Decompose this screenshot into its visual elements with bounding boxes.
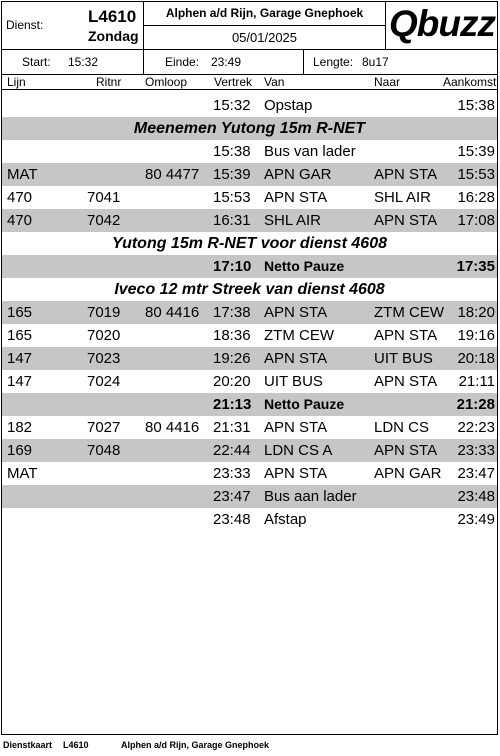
cell-aankomst: 17:08	[457, 212, 495, 229]
cell-van: APN STA	[264, 350, 328, 367]
cell-van: SHL AIR	[264, 212, 321, 229]
cell-vertrek: 21:13	[213, 396, 252, 413]
cell-lijn: 147	[7, 373, 33, 390]
location-text: Alphen a/d Rijn, Garage Gnephoek	[165, 6, 364, 20]
cell-ritnr: 7023	[87, 350, 121, 367]
cell-naar: LDN CS	[374, 419, 430, 436]
cell-vertrek: 23:47	[213, 488, 251, 505]
trip-row	[2, 209, 497, 232]
cell-naar: SHL AIR	[374, 189, 431, 206]
cell-ritnr: 7027	[87, 419, 121, 436]
cell-vertrek: 15:53	[213, 189, 251, 206]
einde-label: Einde:	[165, 55, 200, 69]
cell-ritnr: 7041	[87, 189, 121, 206]
trip-row	[2, 301, 497, 324]
trip-row	[2, 416, 497, 439]
cell-van: APN STA	[264, 465, 328, 482]
cell-naar: APN STA	[374, 327, 438, 344]
cell-van: Afstap	[264, 511, 307, 528]
section-row	[2, 232, 497, 255]
cell-lijn: MAT	[7, 166, 38, 183]
trip-row	[2, 324, 497, 347]
date-box	[144, 26, 385, 49]
einde-time: 23:49	[211, 55, 242, 69]
cell-aankomst: 15:53	[457, 166, 495, 183]
location-date-cell	[144, 2, 386, 50]
dienst-cell	[2, 2, 144, 50]
col-naar: Naar	[374, 75, 401, 89]
cell-vertrek: 20:20	[213, 373, 251, 390]
cell-van: APN STA	[264, 419, 328, 436]
trip-row	[2, 94, 497, 117]
col-lijn: Lijn	[7, 75, 26, 89]
cell-omloop: 80 4477	[145, 166, 200, 183]
cell-aankomst: 23:47	[457, 465, 495, 482]
cell-van: Bus aan lader	[264, 488, 357, 505]
trip-row	[2, 462, 497, 485]
cell-aankomst: 20:18	[457, 350, 495, 367]
section-title: Iveco 12 mtr Streek van dienst 4608	[114, 281, 385, 298]
trip-row	[2, 186, 497, 209]
cell-vertrek: 16:31	[213, 212, 251, 229]
cell-van: UIT BUS	[264, 373, 323, 390]
cell-aankomst: 15:39	[457, 143, 495, 160]
cell-vertrek: 15:32	[213, 97, 251, 114]
cell-aankomst: 23:48	[457, 488, 495, 505]
pause-row	[2, 393, 497, 416]
cell-lijn: 169	[7, 442, 33, 459]
cell-naar: APN STA	[374, 373, 438, 390]
cell-van: Netto Pauze	[264, 396, 345, 412]
cell-lijn: 182	[7, 419, 33, 436]
trip-row	[2, 485, 497, 508]
cell-aankomst: 21:28	[456, 396, 495, 413]
cell-van: Bus van lader	[264, 143, 356, 160]
location-box	[144, 2, 385, 26]
header	[2, 2, 497, 75]
cell-aankomst: 15:38	[457, 97, 495, 114]
section-title: Meenemen Yutong 15m R-NET	[133, 120, 366, 137]
cell-vertrek: 23:33	[213, 465, 251, 482]
cell-lijn: 147	[7, 350, 33, 367]
cell-vertrek: 17:38	[213, 304, 251, 321]
cell-van: Netto Pauze	[264, 258, 345, 274]
cell-vertrek: 19:26	[213, 350, 251, 367]
cell-vertrek: 15:38	[213, 143, 251, 160]
cell-ritnr: 7020	[87, 327, 121, 344]
dienst-code: L4610	[88, 7, 137, 26]
lengte-value: 8u17	[362, 55, 389, 69]
cell-lijn: MAT	[7, 465, 38, 482]
cell-vertrek: 23:48	[213, 511, 251, 528]
col-aankomst: Aankomst	[443, 75, 497, 89]
cell-lijn: 470	[7, 189, 33, 206]
trip-row	[2, 439, 497, 462]
cell-naar: APN STA	[374, 442, 438, 459]
cell-aankomst: 21:11	[458, 373, 495, 390]
start-cell	[2, 50, 144, 75]
section-title: Yutong 15m R-NET voor dienst 4608	[111, 235, 387, 252]
pause-row	[2, 255, 497, 278]
cell-van: Opstap	[264, 97, 313, 114]
cell-van: ZTM CEW	[264, 327, 334, 344]
cell-van: LDN CS A	[264, 442, 333, 459]
cell-van: APN STA	[264, 304, 328, 321]
cell-naar: UIT BUS	[374, 350, 433, 367]
trip-row	[2, 508, 497, 531]
footer-code: L4610	[63, 740, 89, 750]
trip-row	[2, 163, 497, 186]
section-row	[2, 278, 497, 301]
cell-naar: APN GAR	[374, 465, 442, 482]
trip-row	[2, 140, 497, 163]
col-omloop: Omloop	[145, 75, 188, 89]
cell-aankomst: 23:49	[457, 511, 495, 528]
footer-location: Alphen a/d Rijn, Garage Gnephoek	[121, 740, 270, 750]
cell-vertrek: 21:31	[213, 419, 251, 436]
lengte-cell	[304, 50, 497, 75]
cell-aankomst: 23:33	[457, 442, 495, 459]
einde-cell	[144, 50, 304, 75]
cell-ritnr: 7019	[87, 304, 121, 321]
cell-aankomst: 22:23	[457, 419, 495, 436]
cell-van: APN STA	[264, 189, 328, 206]
cell-ritnr: 7024	[87, 373, 121, 390]
cell-vertrek: 15:39	[213, 166, 251, 183]
logo-cell	[386, 2, 497, 50]
col-van: Van	[264, 75, 285, 89]
section-row	[2, 117, 497, 140]
cell-vertrek: 22:44	[213, 442, 251, 459]
cell-lijn: 165	[7, 304, 33, 321]
cell-ritnr: 7042	[87, 212, 121, 229]
service-card	[1, 1, 498, 735]
cell-lijn: 470	[7, 212, 33, 229]
day-label: Zondag	[88, 28, 139, 44]
cell-lijn: 165	[7, 327, 33, 344]
cell-vertrek: 18:36	[213, 327, 251, 344]
column-header	[2, 75, 497, 90]
footer-label: Dienstkaart	[3, 740, 53, 750]
start-time: 15:32	[68, 55, 99, 69]
trip-row	[2, 370, 497, 393]
schedule-rows	[2, 94, 497, 531]
cell-aankomst: 17:35	[456, 258, 495, 275]
qbuzz-logo: Qbuzz	[389, 3, 495, 44]
trip-row	[2, 347, 497, 370]
start-label: Start:	[22, 55, 51, 69]
cell-naar: APN STA	[374, 212, 438, 229]
cell-omloop: 80 4416	[145, 419, 200, 436]
cell-omloop: 80 4416	[145, 304, 200, 321]
lengte-label: Lengte:	[313, 55, 354, 69]
cell-aankomst: 18:20	[457, 304, 495, 321]
col-vertrek: Vertrek	[214, 75, 253, 89]
date-text: 05/01/2025	[231, 30, 298, 45]
cell-naar: ZTM CEW	[374, 304, 444, 321]
dienst-label: Dienst:	[6, 18, 44, 32]
col-ritnr: Ritnr	[96, 75, 122, 89]
cell-aankomst: 19:16	[457, 327, 495, 344]
cell-aankomst: 16:28	[457, 189, 495, 206]
cell-ritnr: 7048	[87, 442, 121, 459]
cell-naar: APN STA	[374, 166, 438, 183]
cell-vertrek: 17:10	[213, 258, 252, 275]
cell-van: APN GAR	[264, 166, 332, 183]
